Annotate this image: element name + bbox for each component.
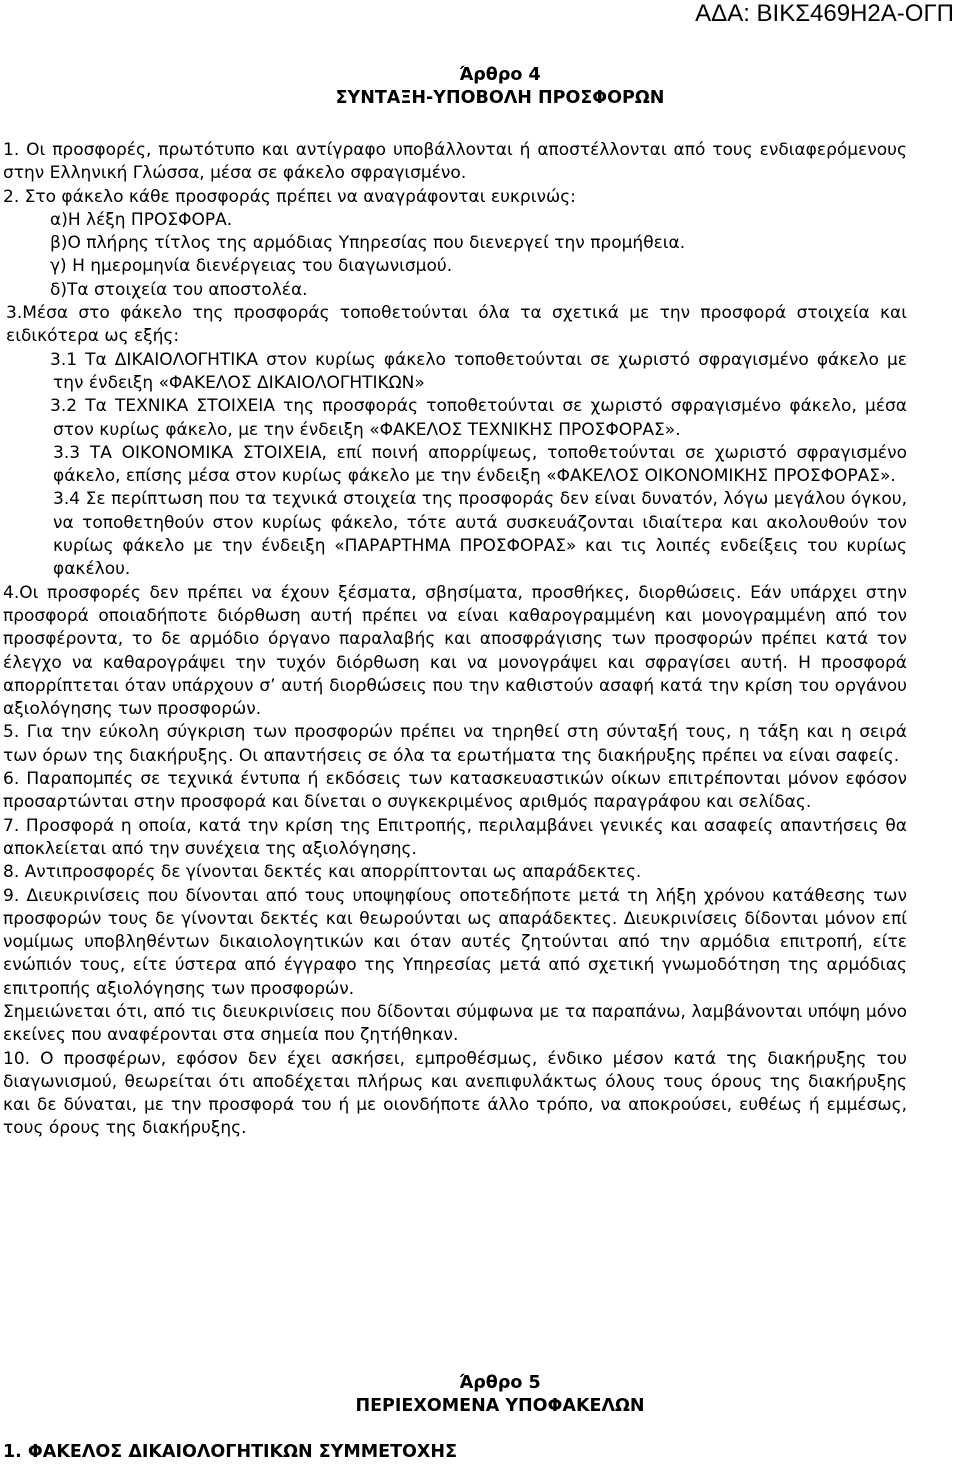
article-5-heading [0, 1372, 960, 1418]
paragraph-10: 10. Ο προσφέρων, εφόσον δεν έχει ασκήσει, εμπροθέσμως, ένδικο μέσον κατά της διακήρυξης του διαγωνισμού, θεωρείται ότι αποδέχεται πλήρως και ανεπιφυλάκτως όλους τους όρους της διακήρυξης και δε δύναται, με την προσφορά του ή με οιονδήποτε άλλο τρόπο, να αποκρούσει, ευθέως ή εμμέσως, τους όρους της διακήρυξης. [3, 1048, 907, 1139]
paragraph-5: 5. Για την εύκολη σύγκριση των προσφορών πρέπει να τηρηθεί στη σύνταξή τους, η τάξη και η σειρά των όρων της διακήρυξης. Οι απαντήσεις σε όλα τα ερωτήματα της διακήρυξης πρέπει να είναι σαφείς. [3, 722, 907, 766]
paragraph-3-1: 3.1 Τα ΔΙΚΑΙΟΛΟΓΗΤΙΚΑ στον κυρίως φάκελο τοποθετούνται σε χωριστό σφραγισμένο φάκελο με την ένδειξη «ΦΑΚΕΛΟΣ ΔΙΚΑΙΟΛΟΓΗΤΙΚΩΝ» [50, 349, 907, 393]
paragraph-4: 4.Οι προσφορές δεν πρέπει να έχουν ξέσματα, σβησίματα, προσθήκες, διορθώσεις. Εάν υπάρχει στην προσφορά οποιαδήποτε διόρθωση αυτή πρέπει να είναι καθαρογραμμένη και μονογραμμένη από τον προσφέροντα, το δε αρμόδιο όργανο παραλαβής και αποσφράγισης των προσφορών πρέπει κατά τον έλεγχο να καθαρογράψει την τυχόν διόρθωση και να μονογράψει και σφραγίσει αυτή. Η προσφορά απορρίπτεται όταν υπάρχουν σ’ αυτή διορθώσεις που την καθιστούν ασαφή κατά την κρίση του οργάνου αξιολόγησης των προσφορών. [3, 582, 907, 720]
article-4-number: Άρθρο 4 [459, 65, 541, 85]
paragraph-9-note: Σημειώνεται ότι, από τις διευκρινίσεις που δίδονται σύμφωνα με τα παραπάνω, λαμβάνονται υπόψη μόνο εκείνες που αναφέρονται στα σημεία που ζητήθηκαν. [3, 1001, 907, 1046]
paragraph-6: 6. Παραπομπές σε τεχνικά έντυπα ή εκδόσεις των κατασκευαστικών οίκων επιτρέπονται μόνον εφόσον προσαρτώνται στην προσφορά και δίνεται ο συγκεκριμένος αριθμός παραγράφου και σελίδας. [3, 769, 907, 813]
paragraph-3: 3.Μέσα στο φάκελο της προσφοράς τοποθετούνται όλα τα σχετικά με την προσφορά στοιχεία και ειδικότερα ως εξής: [6, 303, 907, 347]
paragraph-9: 9. Διευκρινίσεις που δίνονται από τους υποψηφίους οποτεδήποτε μετά τη λήξη χρόνου κατάθεσης των προσφορών τους δε γίνονται δεκτές και θεωρούνται ως απαράδεκτες. Διευκρινίσεις δίδονται μόνον επί νομίμως υποβληθέντων δικαιολογητικών και όταν αυτές ζητούνται από την αρμόδια επιτροπή, είτε ενώπιόν τους, είτε ύστερα από έγγραφο της Υπηρεσίας μετά από σχετική γνωμοδότηση της αρμόδιας επιτροπής αξιολόγησης των προσφορών. [3, 885, 907, 999]
paragraph-3-4: 3.4 Σε περίπτωση που τα τεχνικά στοιχεία της προσφοράς δεν είναι δυνατόν, λόγω μεγάλου όγκου, να τοποθετηθούν στον κυρίως φάκελο, τότε αυτά συσκευάζονται ιδιαίτερα και ακολουθούν τον κυρίως φάκελο με την ένδειξη «ΠΑΡΑΡΤΗΜΑ ΠΡΟΣΦΟΡΑΣ» και τις λοιπές ενδείξεις του κυρίως φακέλου. [53, 489, 907, 580]
list-item-d: δ)Τα στοιχεία του αποστολέα. [50, 279, 308, 300]
paragraph-3-3: 3.3 ΤΑ ΟΙΚΟΝΟΜΙΚΑ ΣΤΟΙΧΕΙΑ, επί ποινή απορρίψεως, τοποθετούνται σε χωριστό σφραγισμένο φάκελο, επίσης μέσα στον κυρίως φάκελο με την ένδειξη «ΦΑΚΕΛΟΣ ΟΙΚΟΝΟΜΙΚΗΣ ΠΡΟΣΦΟΡΑΣ». [53, 442, 907, 487]
article-5-number: Άρθρο 5 [459, 1373, 541, 1393]
ada-identifier: ΑΔΑ: ΒΙΚΣ469Η2Α-ΟΓΠ [695, 0, 954, 27]
list-item-c: γ) Η ημερομηνία διενέργειας του διαγωνισμού. [50, 256, 453, 277]
section-heading-dikaiologitika: 1. ΦΑΚΕΛΟΣ ΔΙΚΑΙΟΛΟΓΗΤΙΚΩΝ ΣΥΜΜΕΤΟΧΗΣ [3, 1442, 458, 1462]
paragraph-7: 7. Προσφορά η οποία, κατά την κρίση της Επιτροπής, περιλαμβάνει γενικές και ασαφείς απαντήσεις θα αποκλείεται από την συνέχεια της αξιολόγησης. [3, 815, 907, 859]
article-4-body [3, 139, 907, 1141]
article-5-title: ΠΕΡΙΕΧΟΜΕΝΑ ΥΠΟΦΑΚΕΛΩΝ [355, 1396, 645, 1416]
paragraph-3-2: 3.2 Τα ΤΕΧΝΙΚΑ ΣΤΟΙΧΕΙΑ της προσφοράς τοποθετούνται σε χωριστό σφραγισμένο φάκελο, μέσα στον κυρίως φάκελο, με την ένδειξη «ΦΑΚΕΛΟΣ ΤΕΧΝΙΚΗΣ ΠΡΟΣΦΟΡΑΣ». [50, 396, 907, 440]
paragraph-1: 1. Οι προσφορές, πρωτότυπο και αντίγραφο υποβάλλονται ή αποστέλλονται από τους ενδιαφερόμενους στην Ελληνική Γλώσσα, μέσα σε φάκελο σφραγισμένο. [3, 140, 907, 184]
list-item-a: α)Η λέξη ΠΡΟΣΦΟΡΑ. [50, 209, 233, 230]
article-4-title: ΣΥΝΤΑΞΗ-ΥΠΟΒΟΛΗ ΠΡΟΣΦΟΡΩΝ [335, 88, 665, 108]
paragraph-2: 2. Στο φάκελο κάθε προσφοράς πρέπει να αναγράφονται ευκρινώς: [3, 186, 576, 207]
paragraph-8: 8. Αντιπροσφορές δε γίνονται δεκτές και απορρίπτονται ως απαράδεκτες. [3, 862, 642, 883]
list-item-b: β)Ο πλήρης τίτλος της αρμόδιας Υπηρεσίας που διενεργεί την προμήθεια. [50, 233, 686, 254]
article-4-heading [0, 64, 960, 110]
